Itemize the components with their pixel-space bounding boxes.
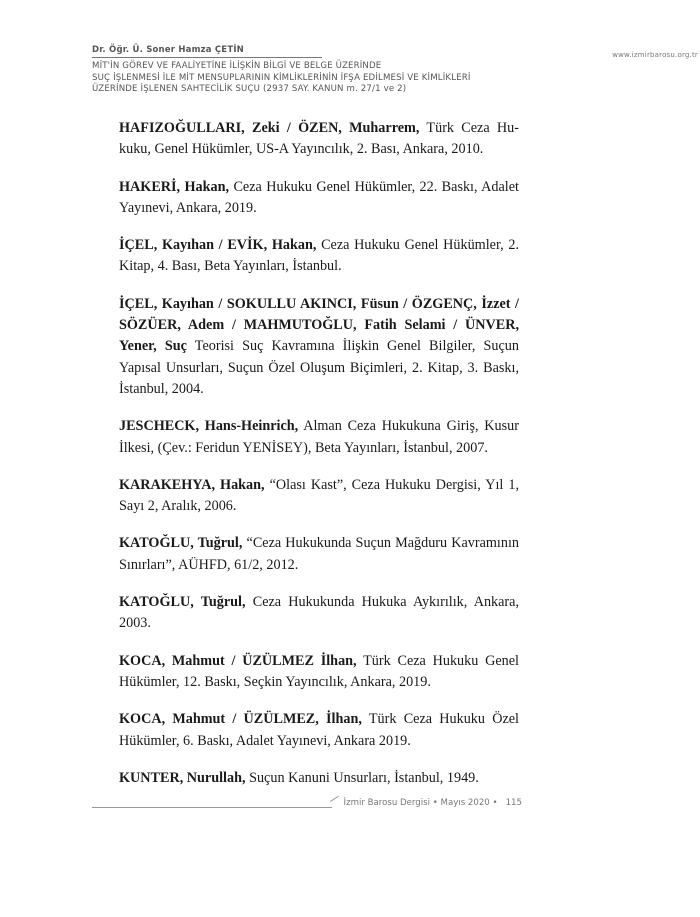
- entry-author: JESCHECK, Hans-Heinrich,: [119, 418, 299, 435]
- entry-text: Ceza Hukuku Genel Hükümler, 22. Baskı, Adalet Yayınevi, Ankara, 2019.: [119, 178, 519, 216]
- header-title-line: SUÇ İŞLENMESİ İLE MİT MENSUPLARININ KİMLİKLERİNİN İFŞA EDİLMESİ VE KİMLİKLERİ: [92, 72, 471, 83]
- footer-text: [344, 798, 522, 808]
- entry-text: Alman Ceza Hukukuna Giriş, Kusur İlkesi, (Çev.: Feridun YENİSEY), Beta Yayınları, İstanbul, 2007.: [119, 418, 519, 456]
- entry-text: Türk Ceza Hukuku, Genel Hükümler, US-A Yayıncılık, 2. Bası, Ankara, 2010.: [119, 120, 519, 158]
- header-author: Dr. Öğr. Ü. Soner Hamza ÇETİN: [92, 45, 244, 55]
- entry-text: Suçun Kanuni Unsurları, İstanbul, 1949.: [245, 769, 479, 786]
- header-title-line: MİT'İN GÖREV VE FAALİYETİNE İLİŞKİN BİLGİ VE BELGE ÜZERİNDE: [92, 61, 382, 71]
- header-website: www.izmirbarosu.org.tr: [612, 51, 698, 59]
- entry-text: Teorisi Suç Kavramına İlişkin Genel Bilgiler, Suçun Yapısal Unsurları, Suçun Özel Oluşum Biçimleri, 2. Kitap, 3. Baskı, İstanbul, 2004.: [119, 338, 519, 397]
- header-rule: [92, 57, 522, 59]
- bibliography-entry: [119, 416, 519, 459]
- bibliography-entry: [119, 177, 519, 220]
- bibliography-entry: [119, 533, 519, 576]
- entry-text: Ceza Hukuku Genel Hükümler, 2. Kitap, 4. Bası, Beta Yayınları, İstanbul.: [119, 237, 519, 275]
- page-number: 115: [505, 798, 522, 808]
- bibliography-entry: [119, 709, 519, 752]
- entry-author: KUNTER, Nurullah,: [119, 769, 246, 786]
- bibliography-entry: [119, 475, 519, 518]
- footer-journal: İzmir Barosu Dergisi • Mayıs 2020 •: [343, 798, 498, 808]
- entry-author: KATOĞLU, Tuğrul,: [119, 535, 243, 552]
- bibliography-entry: [119, 118, 519, 161]
- entry-text: “Ceza Hukukunda Suçun Mağduru Kavramının Sınırları”, AÜHFD, 61/2, 2012.: [119, 535, 519, 573]
- footer-rule: [92, 807, 332, 808]
- bibliography-entry: [119, 235, 519, 278]
- entry-author: KOCA, Mahmut / ÜZÜLMEZ, İlhan,: [119, 711, 362, 728]
- header-title-line: ÜZERİNDE İŞLENEN SAHTECİLİK SUÇU (2937 SAY. KANUN m. 27/1 ve 2): [92, 84, 407, 94]
- header-title: [92, 61, 522, 96]
- entry-text: “Olası Kast”, Ceza Hukuku Dergisi, Yıl 1, Sayı 2, Aralık, 2006.: [119, 476, 520, 515]
- entry-author: KATOĞLU, Tuğrul,: [119, 594, 246, 611]
- bibliography-entry: [119, 768, 519, 789]
- bibliography-entry: [119, 651, 519, 694]
- page-footer: [92, 798, 522, 818]
- bibliography-entry: [119, 294, 519, 400]
- entry-text: Ceza Hukukunda Hukuka Aykırılık, Ankara, 2003.: [119, 594, 519, 632]
- entry-author: KARAKEHYA, Hakan,: [119, 476, 265, 493]
- bibliography-entry: [119, 592, 519, 635]
- entry-author: HAKERİ, Hakan,: [119, 178, 230, 195]
- entry-author: İÇEL, Kayıhan / SOKULLU AKINCI, Füsun / ÖZGENÇ, İzzet / SÖZÜER, Adem / MAHMUTOĞLU, Fatih Selami / ÜNVER, Yener, Suç: [119, 295, 519, 355]
- entry-author: İÇEL, Kayıhan / EVİK, Hakan,: [119, 237, 317, 254]
- bibliography-list: [119, 118, 519, 805]
- entry-text: Türk Ceza Hukuku Genel Hükümler, 12. Baskı, Seçkin Yayıncılık, Ankara, 2019.: [119, 652, 519, 690]
- entry-author: HAFIZOĞULLARI, Zeki / ÖZEN, Muharrem,: [119, 120, 420, 136]
- page-header: [92, 44, 522, 96]
- entry-author: KOCA, Mahmut / ÜZÜLMEZ İlhan,: [119, 652, 357, 669]
- footer-rule-slant: [330, 796, 342, 807]
- entry-text: Türk Ceza Hukuku Özel Hükümler, 6. Baskı, Adalet Yayınevi, Ankara 2019.: [119, 711, 519, 749]
